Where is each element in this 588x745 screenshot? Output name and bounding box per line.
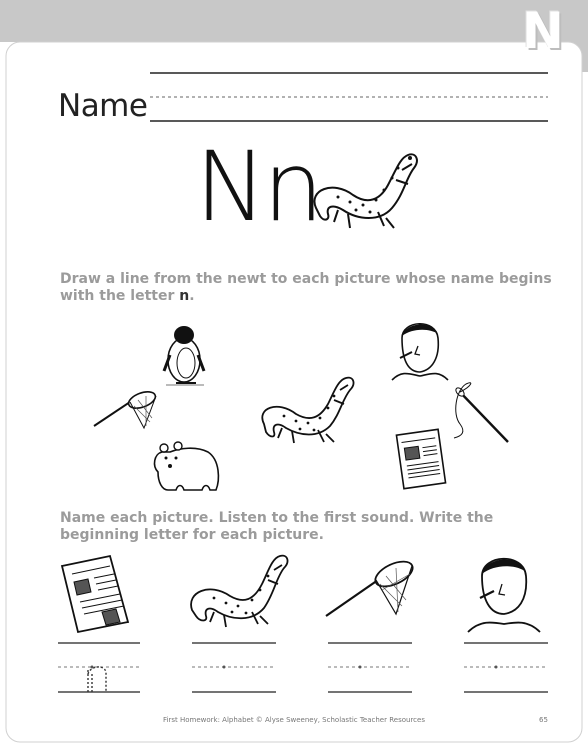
page-number: 65 — [539, 716, 548, 724]
instruction-match-end: . — [189, 288, 195, 304]
instruction-match-letter: n — [179, 288, 190, 304]
instruction-write: Name each picture. Listen to the first sound. Write the beginning letter for each picture. — [60, 510, 494, 543]
featured-letters: Nn — [195, 131, 320, 243]
name-label: Name — [58, 88, 148, 124]
writing-line-1 — [58, 643, 140, 692]
writing-line-3 — [328, 643, 412, 692]
writing-line-2 — [192, 643, 276, 692]
writing-line-4 — [464, 643, 548, 692]
instruction-match-text: Draw a line from the newt to each picture whose name begins with the letter — [60, 271, 552, 304]
corner-letter-badge: N — [522, 2, 564, 60]
trace-letter-n — [88, 667, 106, 692]
footer-credit: First Homework: Alphabet © Alyse Sweeney, Scholastic Teacher Resources — [163, 716, 425, 724]
